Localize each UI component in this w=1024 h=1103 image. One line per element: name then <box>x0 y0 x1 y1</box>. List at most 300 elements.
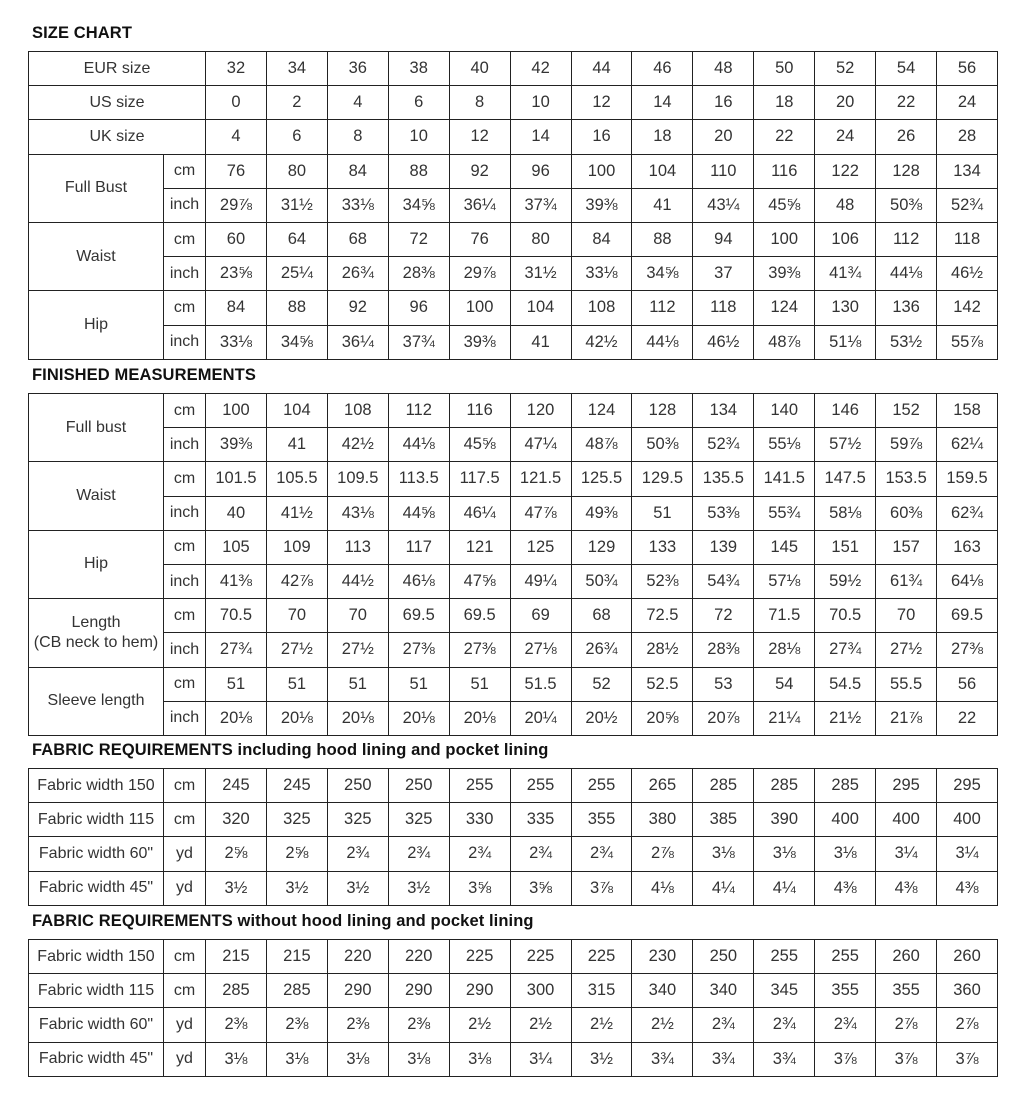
value-cell: 27⅜ <box>449 633 510 667</box>
unit-cell: cm <box>164 291 206 325</box>
value-cell: 124 <box>754 291 815 325</box>
group-label-subtext: (CB neck to hem) <box>33 633 159 651</box>
value-cell: 285 <box>693 769 754 803</box>
value-cell: 14 <box>632 86 693 120</box>
value-cell: 33⅛ <box>327 188 388 222</box>
value-cell: 113 <box>327 530 388 564</box>
value-cell: 22 <box>754 120 815 154</box>
value-cell: 53½ <box>876 325 937 359</box>
value-cell: 55⅛ <box>754 428 815 462</box>
value-cell: 39⅜ <box>571 188 632 222</box>
value-cell: 28½ <box>632 633 693 667</box>
value-cell: 355 <box>815 974 876 1008</box>
value-cell: 53 <box>693 667 754 701</box>
value-cell: 48⅞ <box>754 325 815 359</box>
value-cell: 84 <box>571 222 632 256</box>
value-cell: 69.5 <box>449 599 510 633</box>
value-cell: 43¼ <box>693 188 754 222</box>
value-cell: 2¾ <box>571 837 632 871</box>
value-cell: 260 <box>876 940 937 974</box>
value-cell: 3⅝ <box>449 871 510 905</box>
value-cell: 250 <box>327 769 388 803</box>
value-cell: 68 <box>571 599 632 633</box>
value-cell: 27½ <box>876 633 937 667</box>
value-cell: 42 <box>510 52 571 86</box>
value-cell: 44⅝ <box>388 496 449 530</box>
value-cell: 400 <box>876 803 937 837</box>
value-cell: 47⅞ <box>510 496 571 530</box>
value-cell: 315 <box>571 974 632 1008</box>
value-cell: 4¼ <box>754 871 815 905</box>
value-cell: 25¼ <box>266 257 327 291</box>
value-cell: 52¾ <box>937 188 998 222</box>
value-cell: 2⅞ <box>937 1008 998 1042</box>
value-cell: 225 <box>449 940 510 974</box>
value-cell: 56 <box>937 52 998 86</box>
value-cell: 88 <box>266 291 327 325</box>
value-cell: 300 <box>510 974 571 1008</box>
value-cell: 69 <box>510 599 571 633</box>
value-cell: 44 <box>571 52 632 86</box>
value-cell: 152 <box>876 394 937 428</box>
value-cell: 70.5 <box>815 599 876 633</box>
value-cell: 120 <box>510 394 571 428</box>
value-cell: 47⅝ <box>449 564 510 598</box>
value-cell: 94 <box>693 222 754 256</box>
measurement-row <box>29 428 998 462</box>
value-cell: 21¼ <box>754 701 815 735</box>
value-cell: 112 <box>388 394 449 428</box>
value-cell: 215 <box>206 940 267 974</box>
value-cell: 340 <box>693 974 754 1008</box>
fabric-width-label: Fabric width 45" <box>29 1042 164 1076</box>
value-cell: 2⅝ <box>206 837 267 871</box>
value-cell: 8 <box>449 86 510 120</box>
unit-cell: cm <box>164 394 206 428</box>
group-label-text: Hip <box>83 316 108 333</box>
unit-cell: inch <box>164 428 206 462</box>
value-cell: 27¾ <box>815 633 876 667</box>
value-cell: 3¼ <box>510 1042 571 1076</box>
value-cell: 39⅜ <box>449 325 510 359</box>
value-cell: 2⅞ <box>632 837 693 871</box>
value-cell: 70 <box>876 599 937 633</box>
unit-cell: cm <box>164 599 206 633</box>
unit-cell: yd <box>164 1008 206 1042</box>
value-cell: 16 <box>693 86 754 120</box>
value-cell: 57⅛ <box>754 564 815 598</box>
unit-cell: yd <box>164 837 206 871</box>
value-cell: 110 <box>693 154 754 188</box>
value-cell: 51⅛ <box>815 325 876 359</box>
value-cell: 136 <box>876 291 937 325</box>
size-chart-title: SIZE CHART <box>32 24 132 42</box>
value-cell: 139 <box>693 530 754 564</box>
size-row <box>29 86 998 120</box>
value-cell: 260 <box>937 940 998 974</box>
value-cell: 69.5 <box>937 599 998 633</box>
value-cell: 146 <box>815 394 876 428</box>
value-cell: 42½ <box>327 428 388 462</box>
group-label <box>29 154 164 222</box>
value-cell: 116 <box>754 154 815 188</box>
value-cell: 250 <box>388 769 449 803</box>
measurement-row <box>29 394 998 428</box>
value-cell: 3½ <box>206 871 267 905</box>
value-cell: 215 <box>266 940 327 974</box>
unit-cell: yd <box>164 1042 206 1076</box>
fabric-with-lining-title: FABRIC REQUIREMENTS including hood lining and pocket lining <box>32 741 549 759</box>
value-cell: 46⅛ <box>388 564 449 598</box>
unit-cell: cm <box>164 154 206 188</box>
value-cell: 43⅛ <box>327 496 388 530</box>
value-cell: 2⅜ <box>388 1008 449 1042</box>
value-cell: 3½ <box>327 871 388 905</box>
measurement-row <box>29 325 998 359</box>
value-cell: 2⅝ <box>266 837 327 871</box>
value-cell: 34⅝ <box>632 257 693 291</box>
value-cell: 220 <box>388 940 449 974</box>
value-cell: 48 <box>693 52 754 86</box>
value-cell: 335 <box>510 803 571 837</box>
value-cell: 6 <box>266 120 327 154</box>
value-cell: 47¼ <box>510 428 571 462</box>
group-label <box>29 530 164 598</box>
value-cell: 2½ <box>449 1008 510 1042</box>
value-cell: 3⅛ <box>815 837 876 871</box>
value-cell: 54¾ <box>693 564 754 598</box>
fabric-width-label: Fabric width 115 <box>29 974 164 1008</box>
measurement-row <box>29 496 998 530</box>
value-cell: 59½ <box>815 564 876 598</box>
value-cell: 2½ <box>632 1008 693 1042</box>
value-cell: 117 <box>388 530 449 564</box>
value-cell: 355 <box>571 803 632 837</box>
value-cell: 61¾ <box>876 564 937 598</box>
value-cell: 51 <box>206 667 267 701</box>
fabric-width-label: Fabric width 60" <box>29 837 164 871</box>
value-cell: 55¾ <box>754 496 815 530</box>
value-cell: 12 <box>571 86 632 120</box>
value-cell: 51 <box>327 667 388 701</box>
value-cell: 40 <box>449 52 510 86</box>
row-label: US size <box>29 86 206 120</box>
unit-cell: inch <box>164 633 206 667</box>
value-cell: 125.5 <box>571 462 632 496</box>
value-cell: 2¾ <box>327 837 388 871</box>
value-cell: 52⅜ <box>632 564 693 598</box>
value-cell: 62¼ <box>937 428 998 462</box>
fabric-width-label: Fabric width 45" <box>29 871 164 905</box>
fabric-row <box>29 837 998 871</box>
value-cell: 320 <box>206 803 267 837</box>
value-cell: 50⅜ <box>632 428 693 462</box>
measurement-row <box>29 154 998 188</box>
measurement-row <box>29 530 998 564</box>
value-cell: 20 <box>693 120 754 154</box>
value-cell: 225 <box>510 940 571 974</box>
value-cell: 2⅜ <box>327 1008 388 1042</box>
value-cell: 39⅜ <box>754 257 815 291</box>
unit-cell: cm <box>164 803 206 837</box>
value-cell: 3⅛ <box>693 837 754 871</box>
value-cell: 3½ <box>266 871 327 905</box>
value-cell: 51 <box>449 667 510 701</box>
value-cell: 3⅝ <box>510 871 571 905</box>
group-label-text: Waist <box>76 247 116 265</box>
value-cell: 14 <box>510 120 571 154</box>
value-cell: 26¾ <box>571 633 632 667</box>
value-cell: 72 <box>693 599 754 633</box>
fabric-row <box>29 1042 998 1076</box>
value-cell: 285 <box>206 974 267 1008</box>
value-cell: 20 <box>815 86 876 120</box>
value-cell: 55.5 <box>876 667 937 701</box>
value-cell: 52.5 <box>632 667 693 701</box>
value-cell: 84 <box>327 154 388 188</box>
value-cell: 70 <box>266 599 327 633</box>
value-cell: 59⅞ <box>876 428 937 462</box>
value-cell: 46½ <box>937 257 998 291</box>
value-cell: 3¼ <box>876 837 937 871</box>
group-label <box>29 667 164 735</box>
value-cell: 34⅝ <box>388 188 449 222</box>
value-cell: 255 <box>815 940 876 974</box>
value-cell: 52 <box>571 667 632 701</box>
value-cell: 290 <box>327 974 388 1008</box>
value-cell: 128 <box>632 394 693 428</box>
value-cell: 96 <box>510 154 571 188</box>
value-cell: 41 <box>510 325 571 359</box>
value-cell: 2 <box>266 86 327 120</box>
value-cell: 41½ <box>266 496 327 530</box>
finished-measurements-title: FINISHED MEASUREMENTS <box>32 366 256 384</box>
value-cell: 2¾ <box>449 837 510 871</box>
value-cell: 51 <box>266 667 327 701</box>
value-cell: 96 <box>388 291 449 325</box>
value-cell: 37 <box>693 257 754 291</box>
fabric-width-label: Fabric width 60" <box>29 1008 164 1042</box>
value-cell: 92 <box>327 291 388 325</box>
value-cell: 34⅝ <box>266 325 327 359</box>
value-cell: 69.5 <box>388 599 449 633</box>
value-cell: 158 <box>937 394 998 428</box>
value-cell: 27¾ <box>206 633 267 667</box>
value-cell: 10 <box>510 86 571 120</box>
value-cell: 3⅞ <box>815 1042 876 1076</box>
value-cell: 3⅛ <box>266 1042 327 1076</box>
value-cell: 135.5 <box>693 462 754 496</box>
value-cell: 2⅜ <box>206 1008 267 1042</box>
value-cell: 16 <box>571 120 632 154</box>
measurement-row <box>29 564 998 598</box>
value-cell: 104 <box>510 291 571 325</box>
value-cell: 285 <box>266 974 327 1008</box>
value-cell: 100 <box>449 291 510 325</box>
value-cell: 76 <box>206 154 267 188</box>
fabric-without-lining-table <box>28 939 998 1077</box>
value-cell: 28 <box>937 120 998 154</box>
value-cell: 4 <box>206 120 267 154</box>
value-cell: 255 <box>754 940 815 974</box>
measurement-row <box>29 633 998 667</box>
fabric-with-lining-table <box>28 768 998 906</box>
value-cell: 3⅞ <box>937 1042 998 1076</box>
value-cell: 3⅞ <box>876 1042 937 1076</box>
value-cell: 400 <box>937 803 998 837</box>
value-cell: 45⅝ <box>449 428 510 462</box>
value-cell: 3¾ <box>632 1042 693 1076</box>
value-cell: 116 <box>449 394 510 428</box>
value-cell: 36¼ <box>327 325 388 359</box>
value-cell: 20⅛ <box>266 701 327 735</box>
value-cell: 108 <box>327 394 388 428</box>
value-cell: 3⅛ <box>449 1042 510 1076</box>
value-cell: 105.5 <box>266 462 327 496</box>
value-cell: 24 <box>937 86 998 120</box>
value-cell: 255 <box>571 769 632 803</box>
value-cell: 20⅛ <box>327 701 388 735</box>
value-cell: 134 <box>693 394 754 428</box>
size-row <box>29 52 998 86</box>
value-cell: 36¼ <box>449 188 510 222</box>
value-cell: 44⅛ <box>632 325 693 359</box>
value-cell: 122 <box>815 154 876 188</box>
value-cell: 54 <box>754 667 815 701</box>
group-label-text: Full bust <box>65 418 127 436</box>
value-cell: 100 <box>571 154 632 188</box>
value-cell: 71.5 <box>754 599 815 633</box>
value-cell: 100 <box>206 394 267 428</box>
value-cell: 27⅜ <box>937 633 998 667</box>
value-cell: 100 <box>754 222 815 256</box>
measurement-row <box>29 462 998 496</box>
fabric-row <box>29 1008 998 1042</box>
fabric-row <box>29 940 998 974</box>
fabric-without-lining-title: FABRIC REQUIREMENTS without hood lining and pocket lining <box>32 912 534 930</box>
value-cell: 105 <box>206 530 267 564</box>
value-cell: 92 <box>449 154 510 188</box>
value-cell: 163 <box>937 530 998 564</box>
value-cell: 54.5 <box>815 667 876 701</box>
value-cell: 400 <box>815 803 876 837</box>
value-cell: 290 <box>388 974 449 1008</box>
value-cell: 52 <box>815 52 876 86</box>
row-label: EUR size <box>29 52 206 86</box>
group-label <box>29 394 164 462</box>
value-cell: 121 <box>449 530 510 564</box>
value-cell: 39⅜ <box>206 428 267 462</box>
value-cell: 3½ <box>571 1042 632 1076</box>
value-cell: 112 <box>632 291 693 325</box>
measurement-row <box>29 701 998 735</box>
unit-cell: cm <box>164 974 206 1008</box>
value-cell: 325 <box>266 803 327 837</box>
value-cell: 20⅝ <box>632 701 693 735</box>
value-cell: 230 <box>632 940 693 974</box>
value-cell: 130 <box>815 291 876 325</box>
unit-cell: inch <box>164 188 206 222</box>
value-cell: 26¾ <box>327 257 388 291</box>
value-cell: 117.5 <box>449 462 510 496</box>
value-cell: 60 <box>206 222 267 256</box>
value-cell: 34 <box>266 52 327 86</box>
value-cell: 151 <box>815 530 876 564</box>
value-cell: 28⅜ <box>693 633 754 667</box>
value-cell: 33⅛ <box>206 325 267 359</box>
value-cell: 57½ <box>815 428 876 462</box>
group-label-text: Length <box>71 613 121 631</box>
group-label-text: Waist <box>76 487 116 505</box>
value-cell: 290 <box>449 974 510 1008</box>
value-cell: 51.5 <box>510 667 571 701</box>
value-cell: 62¾ <box>937 496 998 530</box>
value-cell: 113.5 <box>388 462 449 496</box>
value-cell: 45⅝ <box>754 188 815 222</box>
unit-cell: cm <box>164 940 206 974</box>
value-cell: 21⅞ <box>876 701 937 735</box>
value-cell: 3⅛ <box>206 1042 267 1076</box>
value-cell: 20⅛ <box>449 701 510 735</box>
value-cell: 46¼ <box>449 496 510 530</box>
value-cell: 128 <box>876 154 937 188</box>
group-label <box>29 222 164 290</box>
value-cell: 76 <box>449 222 510 256</box>
unit-cell: yd <box>164 871 206 905</box>
value-cell: 220 <box>327 940 388 974</box>
fabric-width-label: Fabric width 150 <box>29 769 164 803</box>
value-cell: 159.5 <box>937 462 998 496</box>
value-cell: 225 <box>571 940 632 974</box>
value-cell: 255 <box>449 769 510 803</box>
value-cell: 2½ <box>510 1008 571 1042</box>
value-cell: 68 <box>327 222 388 256</box>
value-cell: 250 <box>693 940 754 974</box>
value-cell: 6 <box>388 86 449 120</box>
value-cell: 18 <box>632 120 693 154</box>
value-cell: 133 <box>632 530 693 564</box>
value-cell: 255 <box>510 769 571 803</box>
value-cell: 37¾ <box>388 325 449 359</box>
value-cell: 118 <box>693 291 754 325</box>
value-cell: 4⅛ <box>632 871 693 905</box>
unit-cell: inch <box>164 496 206 530</box>
unit-cell: cm <box>164 769 206 803</box>
value-cell: 112 <box>876 222 937 256</box>
value-cell: 157 <box>876 530 937 564</box>
value-cell: 101.5 <box>206 462 267 496</box>
unit-cell: cm <box>164 462 206 496</box>
measurement-row <box>29 188 998 222</box>
value-cell: 3⅛ <box>754 837 815 871</box>
value-cell: 80 <box>266 154 327 188</box>
value-cell: 4¼ <box>693 871 754 905</box>
value-cell: 38 <box>388 52 449 86</box>
value-cell: 27⅜ <box>388 633 449 667</box>
value-cell: 49¼ <box>510 564 571 598</box>
fabric-row <box>29 871 998 905</box>
value-cell: 51 <box>632 496 693 530</box>
value-cell: 4 <box>327 86 388 120</box>
value-cell: 118 <box>937 222 998 256</box>
value-cell: 50¾ <box>571 564 632 598</box>
value-cell: 56 <box>937 667 998 701</box>
value-cell: 4⅜ <box>937 871 998 905</box>
value-cell: 27⅛ <box>510 633 571 667</box>
value-cell: 29⅞ <box>206 188 267 222</box>
value-cell: 49⅜ <box>571 496 632 530</box>
value-cell: 285 <box>815 769 876 803</box>
